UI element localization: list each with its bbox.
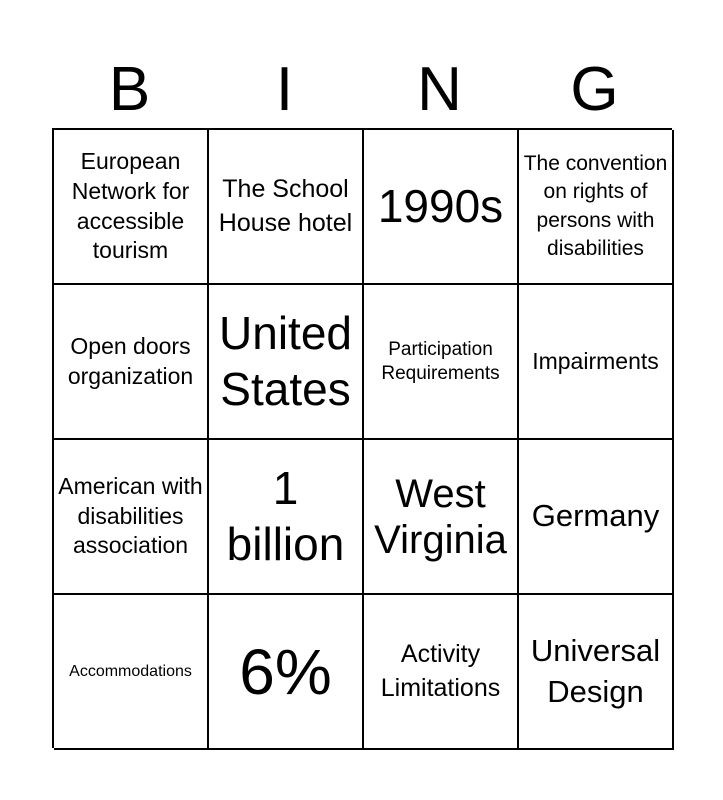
header-letter-i: I — [275, 55, 294, 124]
bingo-cell-r2c3: Participation Requirements — [364, 285, 519, 440]
bingo-cell-r4c2: 6% — [209, 595, 364, 750]
header-letter-n: N — [417, 55, 462, 124]
bingo-cell-r4c3: Activity Limitations — [364, 595, 519, 750]
header-letter-g: G — [570, 55, 619, 124]
bingo-cell-r3c1: American with disabilities association — [54, 440, 209, 595]
bingo-cell-r3c4: Germany — [519, 440, 674, 595]
bingo-cell-r1c1: European Network for accessible tourism — [54, 130, 209, 285]
bingo-cell-r4c4: Universal Design — [519, 595, 674, 750]
bingo-cell-r1c3: 1990s — [364, 130, 519, 285]
bingo-cell-r2c2: United States — [209, 285, 364, 440]
header-letter-b: B — [108, 55, 151, 124]
bingo-cell-r2c1: Open doors organization — [54, 285, 209, 440]
bingo-cell-r2c4: Impairments — [519, 285, 674, 440]
bingo-cell-r1c2: The School House hotel — [209, 130, 364, 285]
bingo-cell-r1c4: The convention on rights of persons with disabilities — [519, 130, 674, 285]
bingo-cell-r3c3: West Virginia — [364, 440, 519, 595]
bingo-cell-r4c1: Accommodations — [54, 595, 209, 750]
bingo-card-grid — [52, 128, 672, 748]
bingo-cell-r3c2: 1 billion — [209, 440, 364, 595]
bingo-header — [52, 52, 672, 128]
